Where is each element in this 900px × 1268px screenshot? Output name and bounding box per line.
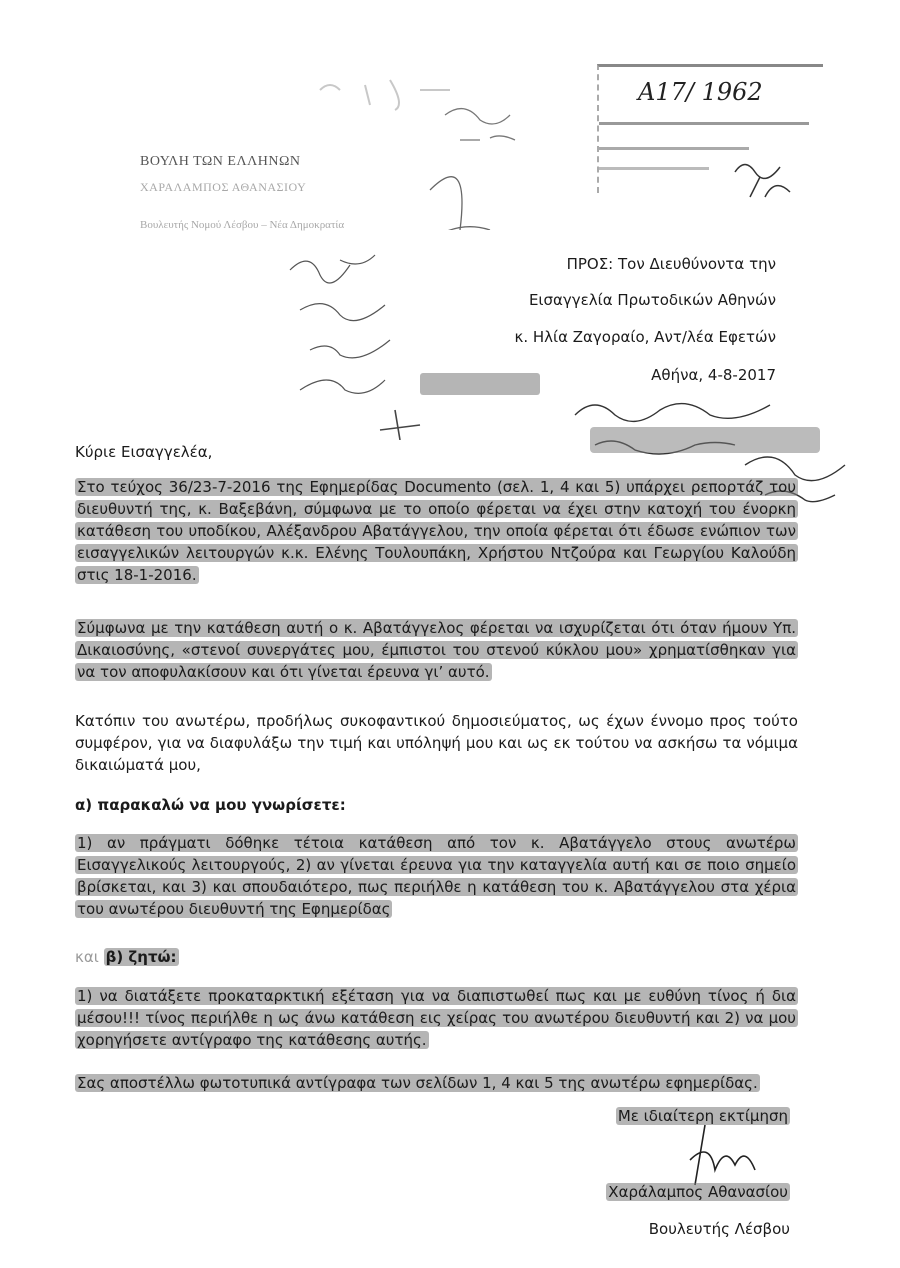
paragraph-4-text: 1) αν πράγματι δόθηκε τέτοια κατάθεση από τον κ. Αβατάγγελο στους ανωτέρω Εισαγγελικούς λειτουργούς, 2) αν γίνεται έρευνα για την καταγγελία αυτή και σε ποιο σημείο βρίσκεται, και 3) και σπουδαιότερο, πως περιήλθε η κατάθεση του κ. Αβατάγγελου στα χέρια του ανωτέρου διευθυντή της Εφημερίδας xyxy=(77,834,796,918)
addressee-office: Εισαγγελία Πρωτοδικών Αθηνών xyxy=(528,291,776,309)
salutation: Κύριε Εισαγγελέα, xyxy=(75,443,213,461)
heading-b-prefix: και xyxy=(75,948,99,966)
heading-a: α) παρακαλώ να μου γνωρίσετε: xyxy=(75,796,346,814)
signature-name xyxy=(606,1183,790,1201)
closing-text: Με ιδιαίτερη εκτίμηση xyxy=(617,1107,788,1125)
paragraph-5 xyxy=(75,985,798,1051)
paragraph-1-text: Στο τεύχος 36/23-7-2016 της Εφημερίδας Documento (σελ. 1, 4 και 5) υπάρχει ρεπορτάζ του διευθυντή της, κ. Βαξεβάνη, σύμφωνα με το οποίο φέρεται να έχει στην κατοχή του ένορκη κατάθεση του υποδίκου, Αλέξανδρου Αβατάγγελου, την οποία φέρεται ότι έδωσε ενώπιον των εισαγγελικών λειτουργών κ.κ. Ελένης Τουλουπάκη, Χρήστου Ντζούρα και Γεωργίου Καλούδη στις 18-1-2016. xyxy=(77,478,796,584)
paragraph-5-text: 1) να διατάξετε προκαταρκτική εξέταση για να διαπιστωθεί πως και με ευθύνη τίνος ή δια μέσου!!! τίνος περιήλθε η ως άνω κατάθεση εις χείρας του ανωτέρου διευθυντή και 2) να μου χορηγήσετε αντίγραφο της κατάθεσης αυτής. xyxy=(77,987,796,1049)
letterhead-parliament: ΒΟΥΛΗ ΤΩΝ ΕΛΛΗΝΩΝ xyxy=(140,154,301,169)
paragraph-2-text: Σύμφωνα με την κατάθεση αυτή ο κ. Αβατάγγελος φέρεται να ισχυρίζεται ότι όταν ήμουν Υπ. Δικαιοσύνης, «στενοί συνεργάτες μου, έμπιστοι του στενού κύκλου μου» χρηματίσθηκαν για να τον αποφυλακίσουν και ότι γίνεται έρευνα γι’ αυτό. xyxy=(77,619,796,681)
heading-b xyxy=(75,946,798,968)
handwriting-scribbles xyxy=(190,70,610,230)
handwritten-signature xyxy=(660,1120,770,1190)
heading-b-text: β) ζητώ: xyxy=(105,948,177,966)
paragraph-4 xyxy=(75,832,798,920)
addressee-name: κ. Ηλία Ζαγοραίο, Αντ/λέα Εφετών xyxy=(514,328,776,346)
paragraph-6 xyxy=(75,1072,798,1094)
paragraph-1 xyxy=(75,476,798,586)
paragraph-6-text: Σας αποστέλλω φωτοτυπικά αντίγραφα των σελίδων 1, 4 και 5 της ανωτέρω εφημερίδας. xyxy=(77,1074,758,1092)
addressee-to: ΠΡΟΣ: Τον Διευθύνοντα την xyxy=(566,255,776,273)
stamp-handwritten-date xyxy=(730,152,800,212)
handwritten-annotation xyxy=(280,240,440,440)
paragraph-2 xyxy=(75,617,798,683)
signature-title: Βουλευτής Λέσβου xyxy=(648,1220,790,1238)
letterhead-title: Βουλευτής Νομού Λέσβου – Νέα Δημοκρατία xyxy=(140,219,345,231)
highlight-mark xyxy=(420,373,540,395)
registry-number: Α17/ 1962 xyxy=(638,78,763,106)
signature-name-text: Χαράλαμπος Αθανασίου xyxy=(608,1183,788,1201)
letter-date: Αθήνα, 4-8-2017 xyxy=(651,366,776,384)
paragraph-3: Κατόπιν του ανωτέρω, προδήλως συκοφαντικού δημοσιεύματος, ως έχων έννομο προς τούτο συμφέρον, για να διαφυλάξω την τιμή και υπόληψή μου και ως εκ τούτου να ασκήσω τα νόμιμα δικαιώματά μου, xyxy=(75,712,798,774)
letterhead-name: ΧΑΡΑΛΑΜΠΟΣ ΑΘΑΝΑΣΙΟΥ xyxy=(140,180,307,194)
